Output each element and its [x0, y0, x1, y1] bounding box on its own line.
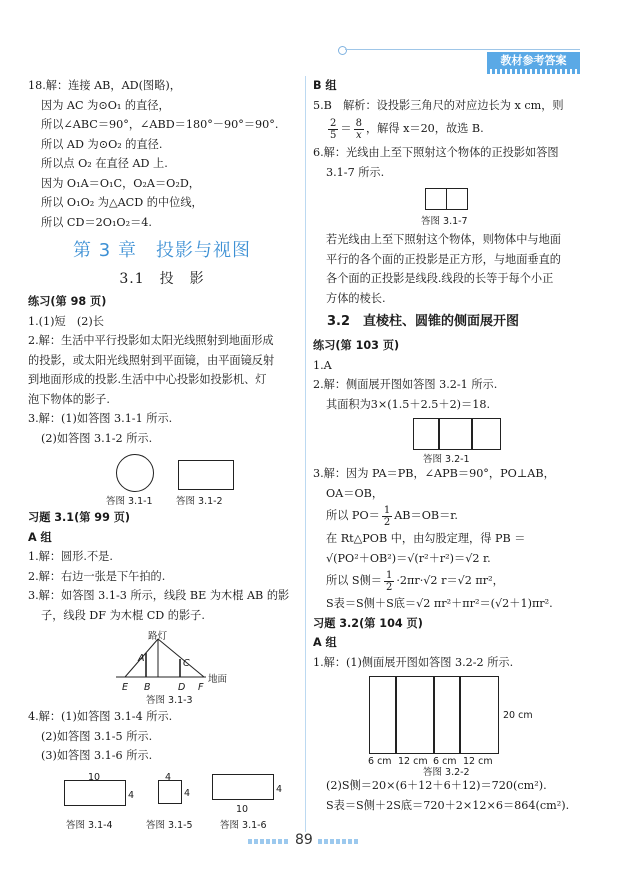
- rectangle-3-1-4: [64, 780, 126, 806]
- column-separator: [305, 76, 306, 832]
- figures-3-1-4-to-6: [28, 766, 296, 836]
- rectangle-3-1-6: [212, 774, 274, 800]
- q6-line: 6.解：光线由上至下照射这个物体的正投影如答图: [313, 146, 559, 159]
- header-dot: [338, 46, 347, 55]
- exercise-heading: 习题 3.1(第 99 页): [28, 511, 131, 524]
- section-title: 3.1 投 影: [119, 271, 205, 287]
- caption-3-1-5: 答图 3.1-5: [146, 819, 193, 831]
- q4-line: 4.解：(1)如答图 3.1-4 所示.: [28, 710, 173, 723]
- caption-3-1-2: 答图 3.1-2: [176, 496, 223, 507]
- dim-w3: 6 cm: [433, 756, 457, 767]
- q4-line: (3)如答图 3.1-6 所示.: [41, 749, 153, 762]
- practice-line: 1.(1)短 (2)长: [28, 314, 104, 328]
- label-streetlight: 路灯: [148, 631, 168, 642]
- q6-explain-line: 方体的棱长.: [326, 291, 386, 305]
- caption-3-1-1: 答图 3.1-1: [106, 496, 153, 507]
- practice-heading: 练习(第 98 页): [28, 295, 107, 308]
- q18-line: 18.解：连接 AB，AD(图略)，: [28, 79, 181, 92]
- fraction-2-5: $\frac{2}{5}$: [330, 117, 337, 141]
- right-column: [313, 76, 606, 815]
- footer-stripe-left: [248, 839, 290, 844]
- dim-w4: 12 cm: [463, 756, 493, 767]
- q18-line: 所以 O₁O₂ 为△ACD 的中位线，: [41, 196, 203, 209]
- figure-3-1-7: [313, 182, 606, 230]
- practice-3-po: 所以 PO＝ $\frac{1}{2}$ AB＝OB＝r.: [326, 504, 458, 528]
- group-a-heading: A 组: [28, 530, 52, 544]
- figure-3-2-2: [313, 672, 606, 776]
- exercise-1-area: (2)S侧＝20×(6＋12＋6＋12)＝720(cm²).: [326, 779, 547, 792]
- q6-explain-line: 平行的各个面的正投影是正方形，与地面垂直的: [326, 252, 561, 266]
- label-b: B: [144, 682, 151, 693]
- dim-3-1-5-side: 4: [184, 787, 191, 799]
- section-3-2-title: 3.2 直棱柱、圆锥的侧面展开图: [327, 314, 520, 329]
- q18-line: 所以 CD＝2O₁O₂＝4.: [41, 215, 152, 229]
- dim-height: 20 cm: [503, 710, 533, 721]
- prism-face-12cm: [395, 676, 435, 754]
- prism-face-12cm: [459, 676, 499, 754]
- q6-explain-line: 各个面的正投影是线段.线段的长等于每个小正: [326, 272, 554, 285]
- q6-explain-line: 若光线由上至下照射这个物体，则物体中与地面: [326, 233, 561, 246]
- caption-3-1-4: 答图 3.1-4: [66, 819, 113, 831]
- q18-line: 因为 O₁A＝O₁C，O₂A＝O₂D，: [41, 176, 200, 190]
- q18-line: 所以 AD 为⊙O₂ 的直径.: [41, 137, 163, 151]
- circle-figure: [116, 454, 154, 492]
- prism-face-2: [438, 418, 473, 450]
- fraction-8-x: $\frac{8}{x}$: [355, 117, 362, 141]
- dim-3-1-4-side: 4: [128, 789, 135, 801]
- exercise-line: 子，线段 DF 为木棍 CD 的影子.: [41, 608, 205, 622]
- dim-w1: 6 cm: [368, 756, 392, 767]
- label-a: A: [138, 653, 145, 664]
- practice-line: 的投影，或太阳光线照射到平面镜，由平面镜反射: [28, 353, 275, 367]
- q5-line: 5.B 解析：设投影三角尺的对应边长为 x cm，则: [313, 98, 564, 112]
- practice-3-line: 3.解：因为 PA＝PB，∠APB＝90°，PO⊥AB，: [313, 467, 555, 480]
- practice-2-line: 2.解：侧面展开图如答图 3.2-1 所示.: [313, 378, 498, 391]
- dim-3-1-6-bottom: 10: [236, 803, 249, 815]
- practice-1: 1.A: [313, 358, 332, 372]
- practice-3-rt: √(PO²＋OB²)＝√(r²＋r²)＝√2 r.: [326, 551, 491, 565]
- label-e: E: [122, 682, 129, 693]
- fraction-1-2: $\frac{1}{2}$: [383, 504, 391, 528]
- q5-equation: $\frac{2}{5}$ ＝ $\frac{8}{x}$ ，解得 x＝20，故选 B.: [330, 117, 484, 141]
- prism-face-3: [471, 418, 501, 450]
- caption-3-1-7: 答图 3.1-7: [421, 216, 468, 227]
- q18-line: 所以点 O₂ 在直径 AD 上.: [41, 157, 168, 170]
- practice-3-lateral-area: 所以 S侧＝ $\frac{1}{2}$ ·2πr·√2 r＝√2 πr²，: [326, 569, 504, 593]
- q18-line: 所以∠ABC＝90°，∠ABD＝180°－90°＝90°.: [41, 118, 279, 131]
- practice-line: (2)如答图 3.1-2 所示.: [41, 431, 153, 445]
- practice-3-rt: 在 Rt△POB 中，由勾股定理，得 PB ＝: [326, 532, 526, 545]
- practice-3-total-area: S表＝S侧＋S底＝√2 πr²＋πr²＝(√2＋1)πr².: [326, 597, 553, 610]
- header-stripe: [487, 69, 580, 74]
- dim-3-1-6-side: 4: [276, 783, 283, 795]
- q18-block: [28, 76, 296, 232]
- figure-3-2-1: [313, 414, 606, 464]
- header-rule: [345, 49, 580, 50]
- prism-face-6cm: [433, 676, 461, 754]
- practice-line: 2.解：生活中平行投影如太阳光线照射到地面形成: [28, 334, 274, 347]
- exercise-line: 1.解：圆形.不是.: [28, 550, 113, 563]
- square-left: [425, 188, 447, 210]
- practice-heading: 练习(第 103 页): [313, 339, 400, 352]
- exercise-1-area: S表＝S侧＋2S底＝720＋2×12×6＝864(cm²).: [326, 798, 570, 812]
- dim-3-1-4-top: 10: [88, 771, 101, 783]
- left-column: [28, 76, 296, 836]
- figure-3-1-1-and-2: [28, 448, 296, 508]
- exercise-line: 3.解：如答图 3.1-3 所示，线段 BE 为木棍 AB 的影: [28, 589, 290, 602]
- q18-line: 因为 AC 为⊙O₁ 的直径，: [41, 98, 170, 112]
- exercise-heading: 习题 3.2(第 104 页): [313, 616, 423, 630]
- prism-face-6cm: [369, 676, 397, 754]
- square-3-1-5: [158, 780, 182, 804]
- practice-line: 到地面形成的投影.生活中中心投影如投影机、灯: [28, 373, 267, 386]
- dim-3-1-5-top: 4: [165, 771, 172, 783]
- label-d: D: [178, 682, 186, 693]
- practice-2-line: 其面积为3×(1.5＋2.5＋2)＝18.: [326, 397, 491, 411]
- caption-3-2-1: 答图 3.2-1: [423, 454, 470, 465]
- caption-3-1-3: 答图 3.1-3: [146, 695, 193, 706]
- prism-face-1: [413, 418, 440, 450]
- fraction-1-2: $\frac{1}{2}$: [385, 569, 393, 593]
- footer-stripe-right: [318, 839, 360, 844]
- dim-w2: 12 cm: [398, 756, 428, 767]
- label-ground: 地面: [208, 674, 228, 685]
- group-a-heading: A 组: [313, 636, 337, 649]
- practice-line: 3.解：(1)如答图 3.1-1 所示.: [28, 412, 173, 425]
- exercise-line: 2.解：右边一张是下午拍的.: [28, 569, 166, 583]
- rectangle-figure: [178, 460, 234, 490]
- caption-3-1-6: 答图 3.1-6: [220, 819, 267, 831]
- page-number: 89: [295, 832, 313, 848]
- square-right: [446, 188, 468, 210]
- figure-3-1-3: [28, 625, 296, 707]
- q4-line: (2)如答图 3.1-5 所示.: [41, 729, 153, 743]
- group-b-heading: B 组: [313, 79, 337, 92]
- practice-3-line: OA＝OB，: [326, 486, 384, 500]
- chapter-title: 第 3 章 投影与视图: [73, 240, 251, 261]
- practice-line: 泡下物体的影子.: [28, 392, 110, 406]
- caption-3-2-2: 答图 3.2-2: [423, 767, 470, 778]
- label-f: F: [198, 682, 204, 693]
- header-tab: 教材参考答案: [487, 52, 580, 69]
- q6-line: 3.1-7 所示.: [326, 165, 385, 179]
- label-c: C: [183, 658, 190, 669]
- exercise-1-line: 1.解：(1)侧面展开图如答图 3.2-2 所示.: [313, 655, 514, 669]
